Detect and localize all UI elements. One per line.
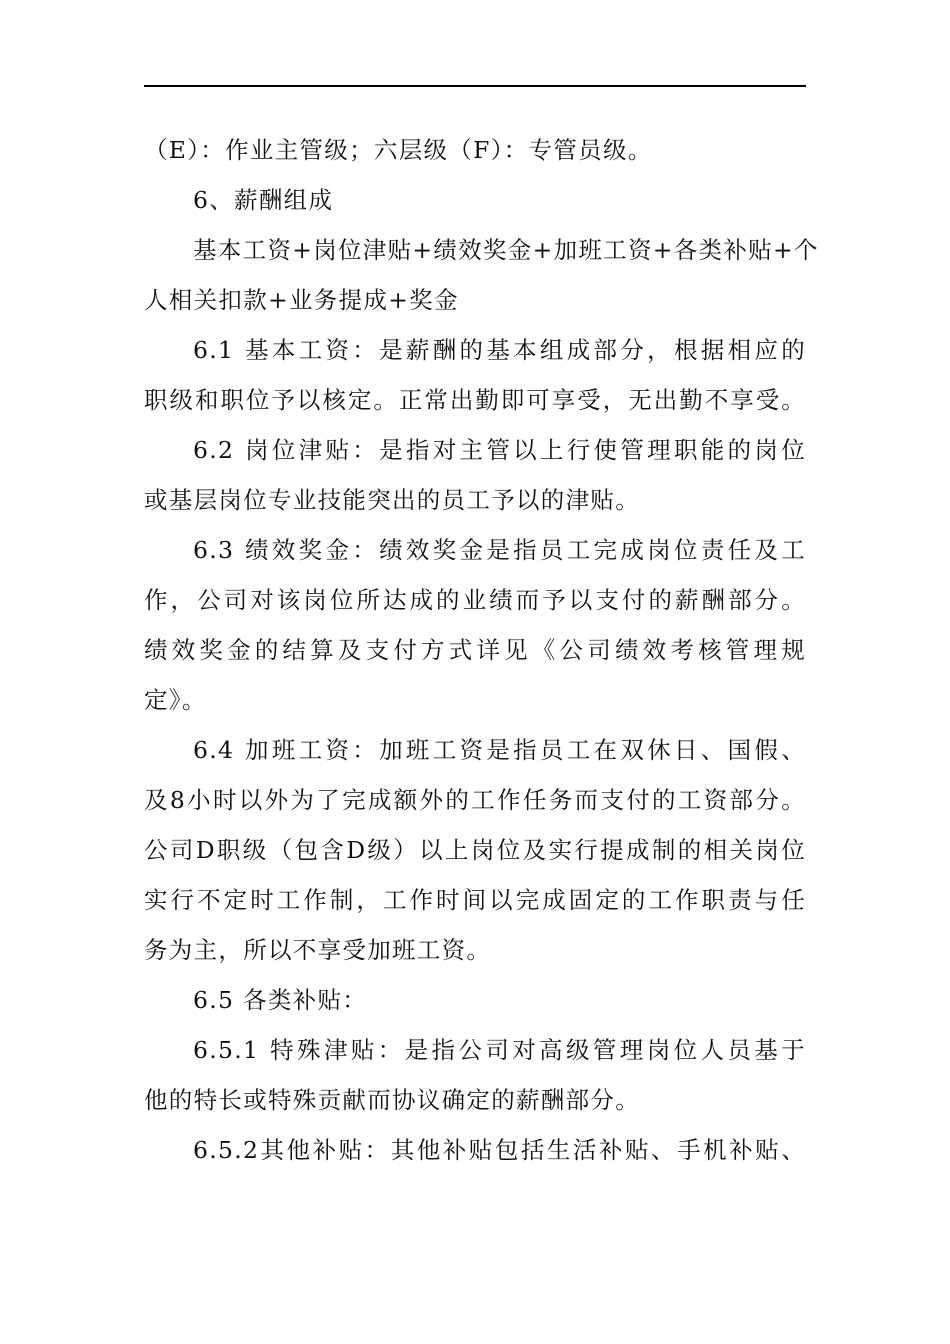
text-line: 公司D职级（包含D级）以上岗位及实行提成制的相关岗位	[144, 836, 806, 864]
text-line: 实行不定时工作制，工作时间以完成固定的工作职责与任	[144, 886, 806, 914]
text-line: 作，公司对该岗位所达成的业绩而予以支付的薪酬部分。	[144, 586, 806, 614]
header-rule	[144, 85, 806, 87]
text-line: 或基层岗位专业技能突出的员工予以的津贴。	[144, 486, 640, 514]
text-line: 6.3 绩效奖金：绩效奖金是指员工完成岗位责任及工	[193, 536, 806, 564]
text-line: 务为主，所以不享受加班工资。	[144, 936, 492, 964]
text-line: 绩效奖金的结算及支付方式详见《公司绩效考核管理规	[144, 636, 806, 664]
text-line: 6.2 岗位津贴：是指对主管以上行使管理职能的岗位	[193, 436, 806, 464]
text-line: 6.1 基本工资：是薪酬的基本组成部分，根据相应的	[193, 336, 806, 364]
text-line: 人相关扣款+业务提成+奖金	[144, 286, 459, 314]
text-line: 6.5 各类补贴：	[193, 986, 368, 1014]
text-line: 6.4 加班工资：加班工资是指员工在双休日、国假、	[193, 736, 806, 764]
text-line: （E）：作业主管级；六层级（F）：专管员级。	[144, 136, 653, 164]
text-line: 定》。	[144, 686, 207, 714]
document-body	[144, 125, 819, 1175]
text-line: 6.5.2其他补贴：其他补贴包括生活补贴、手机补贴、	[193, 1136, 806, 1164]
text-line: 基本工资+岗位津贴+绩效奖金+加班工资+各类补贴+个	[193, 236, 819, 264]
text-line: 他的特长或特殊贡献而协议确定的薪酬部分。	[144, 1086, 640, 1114]
section-heading: 6、薪酬组成	[193, 186, 334, 214]
text-line: 6.5.1 特殊津贴：是指公司对高级管理岗位人员基于	[193, 1036, 806, 1064]
text-line: 及8小时以外为了完成额外的工作任务而支付的工资部分。	[144, 786, 806, 814]
text-line: 职级和职位予以核定。正常出勤即可享受，无出勤不享受。	[144, 386, 806, 414]
